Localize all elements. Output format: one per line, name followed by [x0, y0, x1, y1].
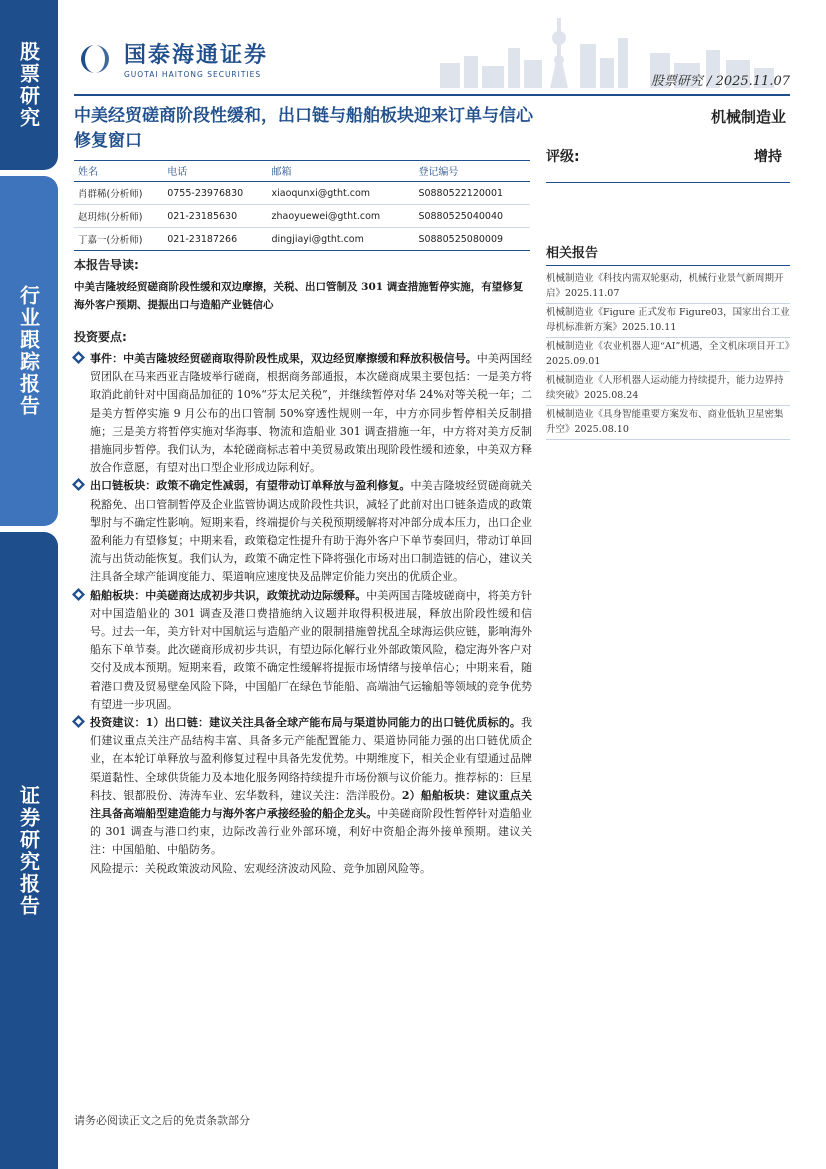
rating-label: 评级:	[546, 149, 580, 165]
list-item[interactable]: 机械制造业《具身智能重要方案发布、商业低轨卫星密集升空》2025.08.10	[546, 406, 790, 440]
related-reports-list	[546, 270, 790, 440]
analyst-name: 丁嘉一(分析师)	[74, 228, 163, 251]
analyst-table	[74, 160, 530, 251]
key-point-lead: 投资建议：1）出口链：建议关注具备全球产能布局与渠道协同能力的出口链优质标的。	[90, 716, 521, 730]
company-logo	[74, 38, 268, 79]
risk-text: 风险提示：关税政策波动风险、宏观经济波动风险、竞争加剧风险等。	[90, 861, 431, 875]
rating-value: 增持	[754, 149, 782, 165]
table-row	[74, 228, 530, 251]
diamond-bullet-icon	[72, 478, 85, 491]
diamond-bullet-icon	[72, 588, 85, 601]
report-title: 中美经贸磋商阶段性缓和，出口链与船舶板块迎来订单与信心修复窗口	[74, 106, 533, 151]
key-point-lead: 船舶板块：中美磋商达成初步共识，政策扰动边际缓释。	[90, 588, 367, 602]
sidebar-securities-research-label: 证券研究报告	[16, 784, 41, 917]
table-row	[74, 205, 530, 228]
report-meta	[651, 70, 790, 89]
guide-title: 本报告导读:	[74, 258, 139, 272]
risk-warning	[72, 860, 532, 878]
analyst-email[interactable]: zhaoyuewei@gtht.com	[267, 205, 414, 228]
logo-mark-icon	[74, 44, 116, 74]
key-point-investment-advice	[72, 714, 532, 860]
analyst-phone: 021-23187266	[163, 228, 267, 251]
sidebar-stock-research	[0, 0, 58, 170]
guide-text: 中美吉隆坡经贸磋商阶段性缓和双边摩擦，关税、出口管制及 301 调查措施暂停实施，有望修复海外客户预期、提振出口与造船产业链信心	[74, 281, 524, 311]
report-date: 2025.11.07	[715, 74, 790, 89]
left-sidebar	[0, 0, 58, 1169]
col-email: 邮箱	[267, 161, 414, 182]
key-point-lead-2: 2）船舶板块：建议重点关注具备高端船型建造能力与海外客户承接经验的船企龙头。	[90, 788, 533, 821]
related-reports	[546, 242, 790, 440]
col-name: 姓名	[74, 161, 163, 182]
list-item[interactable]: 机械制造业《人形机器人运动能力持续提升，能力边界持续突破》2025.08.24	[546, 372, 790, 406]
analyst-name: 肖群稀(分析师)	[74, 182, 163, 205]
analyst-email[interactable]: dingjiayi@gtht.com	[267, 228, 414, 251]
meta-separator: /	[707, 74, 716, 89]
header-divider	[74, 94, 790, 96]
sidebar-industry-tracking-label: 行业跟踪报告	[16, 285, 41, 417]
key-point-lead: 出口链板块：政策不确定性减弱，有望带动订单释放与盈利修复。	[90, 479, 411, 493]
industry-label: 机械制造业	[710, 108, 786, 126]
report-type: 股票研究	[650, 74, 703, 89]
sidebar-stock-research-label: 股票研究	[16, 41, 41, 129]
key-point-body: 中美两国吉隆坡磋商中，将美方针对中国造船业的 301 调查及港口费措施纳入议题并取得积极进展，释放出阶段性缓和信号。过去一年，美方针对中国航运与造船产业的限制措施曾扰乱全球海运供应链，影响海外船东下单节奏。此次磋商形成初步共识，有望边际化解行业外部政策风险，稳定海外客户对交付及成本预期。短期来看，政策不确定性缓解将提振市场情绪与接单信心；中期来看，随着港口费及贸易壁垒风险下降，中国船厂在绿色节能船、高端油气运输船等领域的竞争优势有望进一步巩固。	[90, 588, 532, 711]
list-item[interactable]: 机械制造业《农业机器人迎“AI”机遇，全文机床项目开工》2025.09.01	[546, 338, 790, 372]
key-points-title: 投资要点:	[74, 330, 127, 344]
table-row	[74, 182, 530, 205]
key-point-event	[72, 350, 532, 477]
rating-row	[546, 140, 790, 183]
key-point-body: 我们建议重点关注产品结构丰富、具备多元产能配置能力、渠道协同能力强的出口链优质企业，在本轮订单释放与盈利修复过程中具备先发优势。中期维度下，相关企业有望通过品牌渠道黏性、全球供货能力及本地化服务网络持续提升市场份额与议价能力。推荐标的：巨星科技、银都股份、涛涛车业、宏华数科，建议关注：浩洋股份。	[90, 716, 532, 802]
key-point-body: 中美两国经贸团队在马来西亚吉隆坡举行磋商，根据商务部通报，本次磋商成果主要包括：一是美方将取消此前针对中国商品加征的 10%“芬太尼关税”，并继续暂停对华 24%对等关税一年；二是美方暂停实施 9 月公布的出口管制 50%穿透性规则一年，中方亦同步暂停相关反制措施；三是美方将暂停实施对华海事、物流和造船业 301 调查措施一年，中方将对美方反制措施同步暂停。我们认为，本轮磋商标志着中美贸易政策出现阶段性缓和迹象，中美双方释放合作意愿，有望对出口型企业形成边际利好。	[90, 352, 533, 475]
key-points	[72, 350, 532, 878]
disclaimer-footer: 请务必阅读正文之后的免责条款部分	[74, 1114, 250, 1127]
analyst-phone: 0755-23976830	[163, 182, 267, 205]
related-reports-title: 相关报告	[546, 242, 790, 266]
analyst-registration: S0880525080009	[414, 228, 530, 251]
report-guide	[74, 256, 530, 314]
analyst-name: 赵玥炜(分析师)	[74, 205, 163, 228]
diamond-bullet-icon	[72, 715, 85, 728]
analyst-registration: S0880525040040	[414, 205, 530, 228]
list-item[interactable]: 机械制造业《Figure 正式发布 Figure03，国家出台工业母机标准新方案》2025.10.11	[546, 304, 790, 338]
logo-english-name: GUOTAI HAITONG SECURITIES	[124, 70, 262, 79]
analyst-email[interactable]: xiaoqunxi@gtht.com	[267, 182, 414, 205]
analyst-table-header	[74, 161, 530, 182]
col-phone: 电话	[163, 161, 267, 182]
list-item[interactable]: 机械制造业《科技内需双轮驱动，机械行业景气新周期开启》2025.11.07	[546, 270, 790, 304]
col-registration: 登记编号	[414, 161, 530, 182]
sidebar-securities-research	[0, 532, 58, 1169]
key-point-export-chain	[72, 477, 532, 586]
analyst-phone: 021-23185630	[163, 205, 267, 228]
sidebar-industry-tracking	[0, 176, 58, 526]
rating-box	[546, 140, 790, 183]
analyst-registration: S0880522120001	[414, 182, 530, 205]
key-point-lead: 事件：中美吉隆坡经贸磋商取得阶段性成果，双边经贸摩擦缓和释放积极信号。	[90, 352, 477, 365]
logo-chinese-name: 国泰海通证券	[124, 43, 269, 68]
key-point-body-2: 中美磋商阶段性暂停针对造船业的 301 调查与港口约束，边际改善行业外部环境，利好中资船企海外接单预期。建议关注：中国船舶、中船防务。	[90, 807, 533, 857]
diamond-bullet-icon	[72, 351, 85, 364]
key-point-shipbuilding	[72, 587, 532, 714]
key-point-body: 中美吉隆坡经贸磋商就关税豁免、出口管制暂停及企业监管协调达成阶段性共识，减轻了此前对出口链条造成的政策掣肘与不确定性影响。短期来看，终端提价与关税预期缓解将对冲部分成本压力，出口企业盈利能力有望修复；中期来看，政策稳定性提升有助于海外客户下单节奏回归，带动订单回流与出货动能恢复。我们认为，政策不确定性下降将强化市场对出口制造链的信心，建议关注具备全球产能调度能力、渠道响应速度快及品牌定价能力突出的优质企业。	[90, 479, 533, 584]
